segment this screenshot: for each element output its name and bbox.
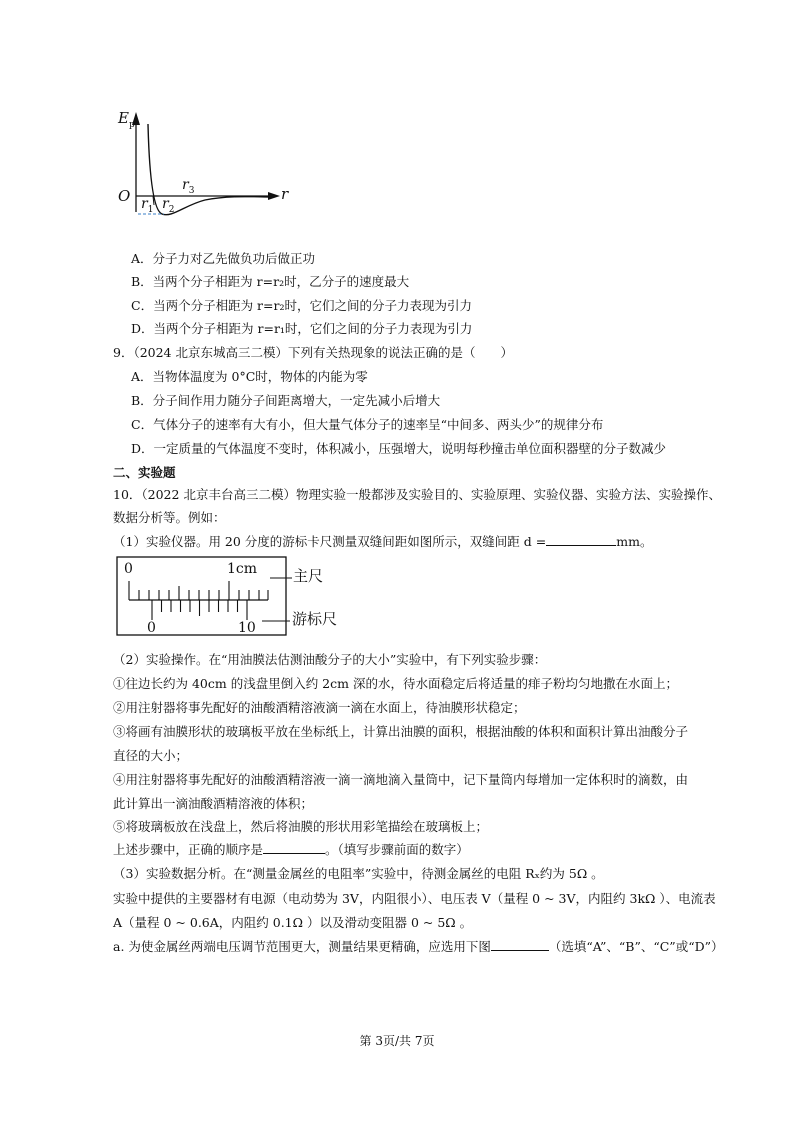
q9-stem: 9．（2024 北京东城高三二模）下列有关热现象的说法正确的是（ ） [113,345,513,360]
step-4: ④用注射器将事先配好的油酸酒精溶液一滴一滴地滴入量筒中，记下量筒内每增加一定体积时的滴数，由 [113,772,689,787]
step-4-cont: 此计算出一滴油酸酒精溶液的体积； [113,796,314,811]
r1-label: $r_1$ [141,196,154,215]
q8-option-d: D．当两个分子相距为 r=r₁时，它们之间的分子力表现为引力 [131,321,473,336]
page-footer: 第 3页/共 7页 [359,1034,435,1048]
q9-option-c: C．气体分子的速率有大有小，但大量气体分子的速率呈“中间多、两头少”的规律分布 [131,417,604,432]
answer-blank-order[interactable] [263,841,325,854]
r-axis-label: r [281,185,289,203]
q9-option-d: D．一定质量的气体温度不变时，体积减小，压强增大，说明每秒撞击单位面积器壁的分子数减少 [131,441,667,456]
q10-part2: （2）实验操作。在“用油膜法估测油酸分子的大小”实验中，有下列实验步骤： [113,652,547,667]
q10-stem-line1: 10．（2022 北京丰台高三二模）物理实验一般都涉及实验目的、实验原理、实验仪器、实验方法、实验操作、 [113,487,721,502]
answer-blank-circuit[interactable] [491,938,549,951]
vernier-scale-zero: 0 [147,620,156,636]
step-3-cont: 直径的大小； [113,748,189,763]
q10-part3-line2: 实验中提供的主要器材有电源（电动势为 3V，内阻很小）、电压表 V（量程 0 ~ 3V，内阻约 3kΩ ）、电流表 [113,891,716,906]
origin-label: O [118,187,131,205]
q10-part3: （3）实验数据分析。在“测量金属丝的电阻率”实验中，待测金属丝的电阻 Rₓ约为 5Ω 。 [113,866,604,881]
main-scale-zero: 0 [124,561,133,577]
step-2: ②用注射器将事先配好的油酸酒精溶液滴一滴在水面上，待油膜形状稳定； [113,700,526,715]
main-scale-1cm: 1cm [227,561,258,577]
main-scale-label: 主尺 [293,567,324,585]
q10-part-a: a. 为使金属丝两端电压调节范围更大，测量结果更精确，应选用下图 （选填“A”、“B”、“C”或“D”） [113,939,724,954]
q8-option-b: B．当两个分子相距为 r=r₂时，乙分子的速度最大 [131,274,410,289]
q10-part1: （1）实验仪器。用 20 分度的游标卡尺测量双缝间距如图所示，双缝间距 d = mm。 [113,534,653,549]
q9-option-b: B．分子间作用力随分子间距离增大，一定先减小后增大 [131,393,441,408]
vernier-scale-ticks [152,600,247,620]
r2-label: $r_2$ [162,196,175,215]
vernier-scale-label: 游标尺 [292,610,338,628]
q10-part3-line3: A（量程 0 ~ 0.6A，内阻约 0.1Ω ）以及滑动变阻器 0 ~ 5Ω 。 [113,915,473,930]
q9-option-a: A．当物体温度为 0°C时，物体的内能为零 [131,369,368,384]
ep-axis-label: $E_p$ [118,109,135,130]
q8-option-c: C．当两个分子相距为 r=r₂时，它们之间的分子力表现为引力 [131,298,472,313]
order-question: 上述步骤中，正确的顺序是 。（填写步骤前面的数字） [113,842,469,857]
vernier-scale-ten: 10 [238,620,256,636]
q8-option-a: A．分子力对乙先做负功后做正功 [131,251,316,266]
section-heading: 二、实验题 [113,465,176,480]
r3-label: $r_3$ [182,177,195,196]
main-scale-ticks [129,581,268,600]
q10-stem-line2: 数据分析等。例如： [113,510,226,525]
step-1: ①往边长约为 40cm 的浅盘里倒入约 2cm 深的水，待水面稳定后将适量的痱子粉均匀地撒在水面上； [113,676,678,691]
step-5: ⑤将玻璃板放在浅盘上，然后将油膜的形状用彩笔描绘在玻璃板上； [113,819,489,834]
step-3: ③将画有油膜形状的玻璃板平放在坐标纸上，计算出油膜的面积，根据油酸的体积和面积计算出油酸分子 [113,724,689,739]
